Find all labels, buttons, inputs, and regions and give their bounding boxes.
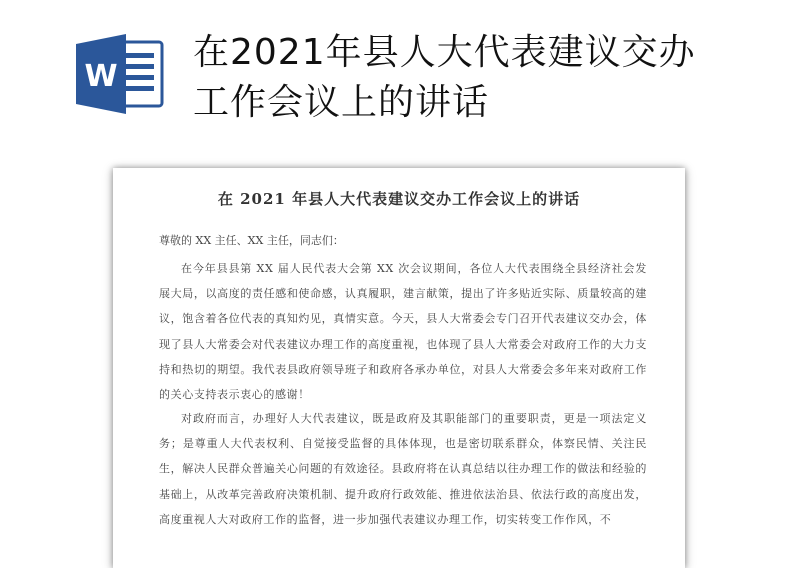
document-title: 在 2021 年县人大代表建议交办工作会议上的讲话 <box>217 190 581 208</box>
svg-text:W: W <box>84 59 118 94</box>
paragraph-1: 在今年县县第 XX 届人民代表大会第 XX 次会议期间，各位人大代表围绕全县经济社会发展大局，以高度的责任感和使命感，认真履职，建言献策，提出了许多贴近实际、质量较高的建议，饱含着各位代表的真知灼见，真情实意。今天，县人大常委会专门召开代表建议交办会，体现了县人大常委会对代表建议办理工作的高度重视，也体现了县人大常委会对政府工作的大力支持和热切的期望。我代表县政府领导班子和政府各承办单位，对县人大常委会多年来对政府工作的关心支持表示衷心的感谢！ <box>159 262 647 402</box>
paragraph-2: 对政府而言，办理好人大代表建议，既是政府及其职能部门的重要职责，更是一项法定义务；是尊重人大代表权利、自觉接受监督的具体体现，也是密切联系群众，体察民情、关注民生，解决人民群众普遍关心问题的有效途径。县政府将在认真总结以往办理工作的做法和经验的基础上，从改革完善政府决策机制、提升政府行政效能、推进依法治县、依法行政的高度出发，高度重视人大对政府工作的监督，进一步加强代表建议办理工作，切实转变工作作风，不 <box>159 412 647 526</box>
word-icon <box>76 34 166 114</box>
page-title: 在2021年县人大代表建议交办工作会议上的讲话 <box>193 32 696 123</box>
document-page <box>113 168 685 568</box>
salutation: 尊敬的 XX 主任、XX 主任，同志们： <box>159 234 344 247</box>
